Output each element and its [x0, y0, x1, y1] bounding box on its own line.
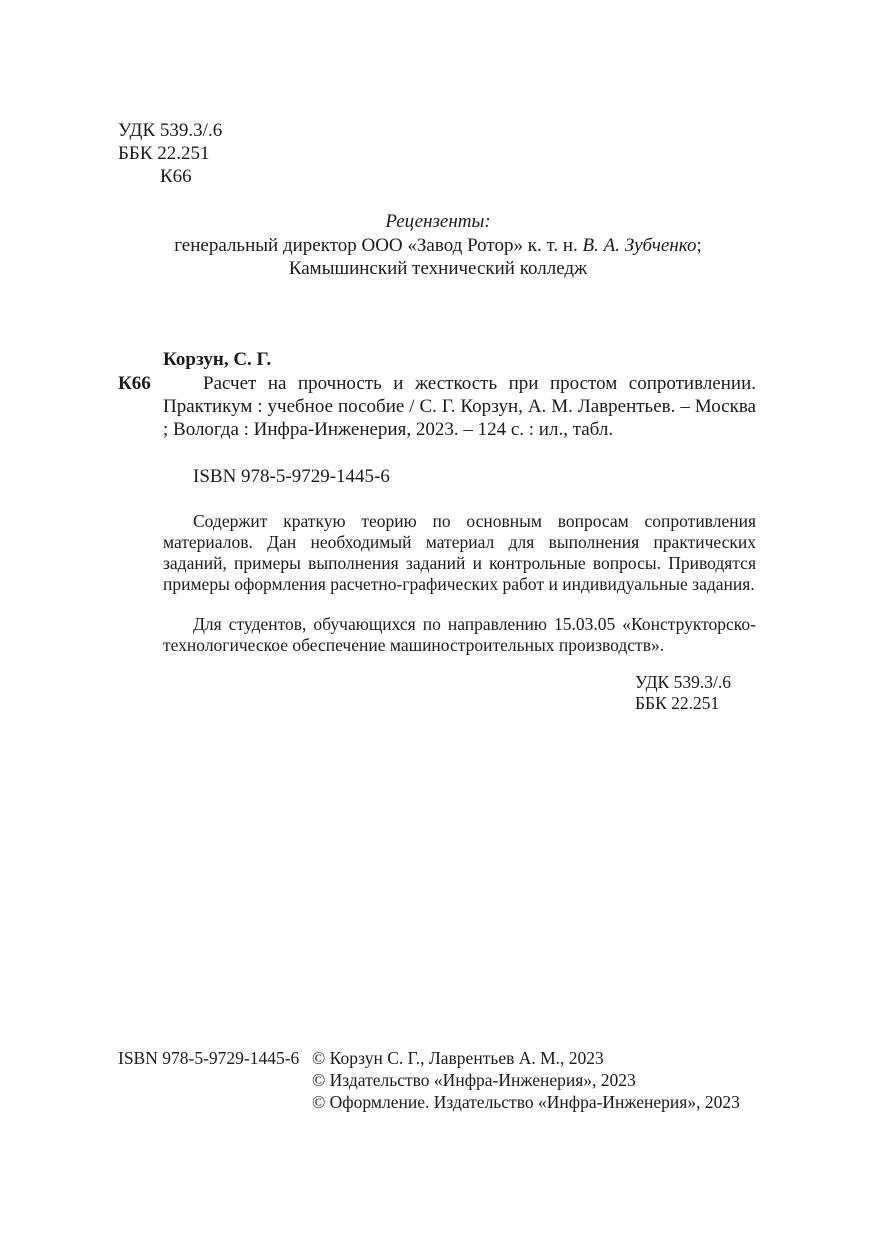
bibliographic-description: Расчет на прочность и жесткость при простом сопротивлении. Практикум : учебное пособие / С. Г. Корзун, А. М. Лаврентьев. – Москва ; Вологда : Инфра-Инженерия, 2023. – 124 с. : ил., табл.	[163, 373, 756, 440]
cutter-code: К66	[160, 166, 192, 187]
author-heading: Корзун, С. Г.	[163, 349, 272, 370]
copyright-line: © Издательство «Инфра-Инженерия», 2023	[312, 1070, 636, 1090]
reviewer-line-1	[174, 234, 701, 257]
udk-code-bottom: УДК 539.3/.6	[635, 672, 731, 692]
reviewer-1-name: В. А. Зубченко	[582, 235, 697, 256]
reviewer-1-prefix: генеральный директор ООО «Завод Ротор» к. т. н.	[174, 235, 583, 256]
annotation-paragraph-2: Для студентов, обучающихся по направлению 15.03.05 «Конструкторско-технологическое обеспечение машиностроительных производств».	[163, 614, 756, 655]
bibliographic-cutter-code: К66	[118, 373, 151, 394]
bbk-code: ББК 22.251	[118, 143, 210, 164]
bbk-code-bottom: ББК 22.251	[635, 693, 720, 713]
annotation-paragraph-1: Содержит краткую теорию по основным вопросам сопротивления материалов. Дан необходимый материал для выполнения практических заданий, примеры выполнения заданий и контрольные вопросы. Приводятся примеры оформления расчетно-графических работ и индивидуальные задания.	[163, 511, 756, 594]
copyright-line: © Корзун С. Г., Лаврентьев А. М., 2023	[312, 1048, 604, 1068]
reviewer-1-suffix: ;	[696, 235, 702, 256]
bibliographic-isbn: ISBN 978-5-9729-1445-6	[193, 466, 390, 487]
reviewer-line-2: Камышинский технический колледж	[288, 258, 588, 279]
copyright-isbn: ISBN 978-5-9729-1445-6	[118, 1048, 300, 1068]
copyright-line: © Оформление. Издательство «Инфра-Инженерия», 2023	[312, 1092, 740, 1112]
reviewers-heading: Рецензенты:	[385, 211, 491, 232]
udk-code: УДК 539.3/.6	[118, 120, 223, 141]
